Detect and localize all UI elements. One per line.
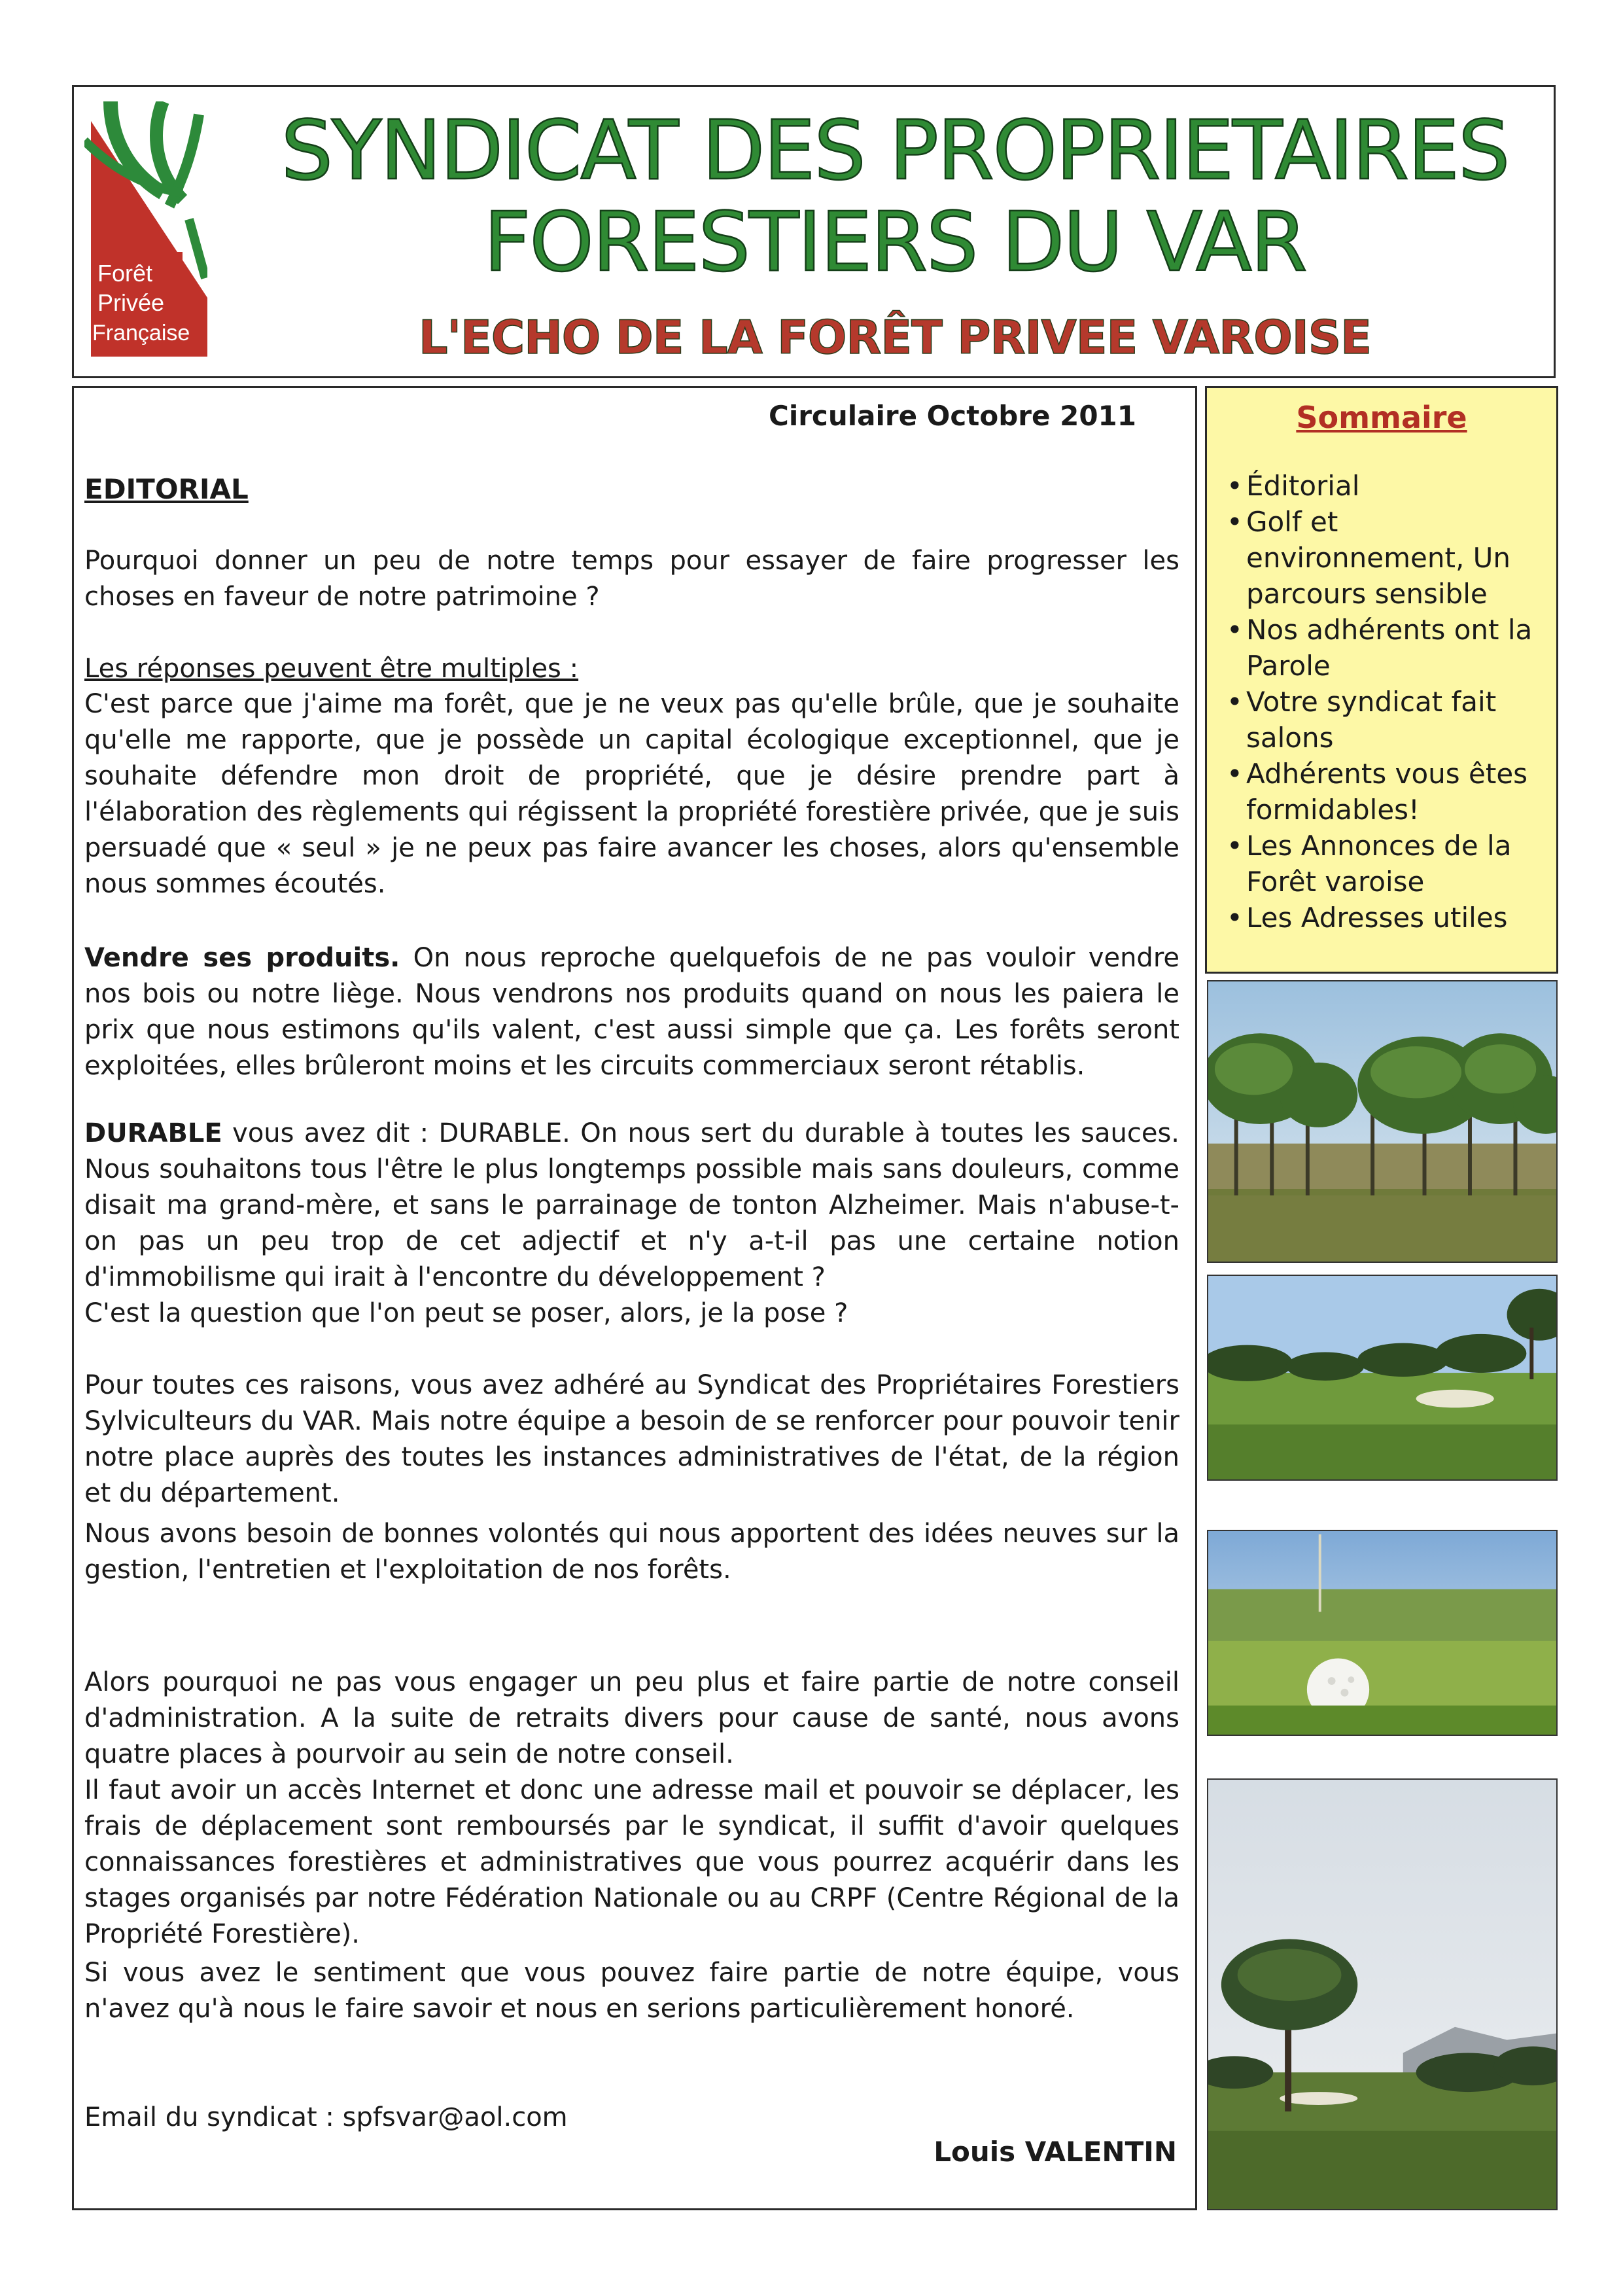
summary-box — [1205, 386, 1558, 974]
golf-course-photo — [1207, 1275, 1558, 1481]
summary-item[interactable]: • Éditorial — [1227, 468, 1554, 504]
golf-ball-photo — [1207, 1530, 1558, 1736]
reponses-subheading: Les réponses peuvent être multiples : — [84, 654, 579, 684]
pine-forest-photo — [1207, 980, 1558, 1263]
syndicate-email[interactable]: Email du syndicat : spfsvar@aol.com — [84, 2102, 568, 2132]
signature: Louis VALENTIN — [934, 2136, 1177, 2168]
editorial-heading: EDITORIAL — [84, 473, 249, 505]
paragraph-equipe: Si vous avez le sentiment que vous pouvez faire partie de notre équipe, vous n'avez qu'à nous le faire savoir et nous en serions particulièrement honoré. — [84, 1958, 1179, 2024]
paragraph-vendre — [84, 940, 1179, 1084]
paragraph-durable — [84, 1116, 1179, 1332]
summary-item[interactable]: • Les Annonces de la Forêt varoise — [1227, 828, 1554, 900]
summary-list — [1227, 468, 1554, 936]
masthead-title-line2: FORESTIERS DU VAR — [483, 195, 1306, 290]
vendre-text: On nous reproche quelquefois de ne pas vouloir vendre nos bois ou notre liège. Nous vendrons nos produits quand on nous les paiera le prix que nous estimons qu'ils valent, c'est aussi simple que ça. Les forêts seront exploitées, elles brûleront moins et les circuits commerciaux seront rétablis. — [84, 943, 1179, 1081]
foret-privee-francaise-logo — [84, 101, 207, 363]
editorial-column — [72, 386, 1197, 2210]
summary-item[interactable]: • Adhérents vous êtes formidables! — [1227, 756, 1554, 828]
summary-title: Sommaire — [1296, 400, 1467, 435]
conseil-text: Alors pourquoi ne pas vous engager un peu plus et faire partie de notre conseil d'administration. A la suite de retraits divers pour cause de santé, nous avons quatre places à pourvoir au sein de notre conseil. — [84, 1667, 1179, 1769]
paragraph-intro: Pourquoi donner un peu de notre temps pour essayer de faire progresser les choses en faveur de notre patrimoine ? — [84, 546, 1179, 612]
masthead-subtitle: L'ECHO DE LA FORÊT PRIVEE VAROISE — [418, 311, 1371, 364]
summary-item[interactable]: • Nos adhérents ont la Parole — [1227, 612, 1554, 684]
durable-text: vous avez dit : DURABLE. On nous sert du durable à toutes les sauces. Nous souhaitons tous l'être le plus longtemps possible mais sans douleurs, comme disait ma grand-mère, et sans le parrainage de tonton Alzheimer. Mais n'abuse-t-on pas un peu trop de cet adjectif et n'y a-t-il pas une certaine notion d'immobilisme qui irait à l'encontre du développement ? — [84, 1118, 1179, 1292]
summary-item[interactable]: • Votre syndicat fait salons — [1227, 684, 1554, 756]
paragraph-conseil — [84, 1665, 1179, 1952]
vendre-lead: Vendre ses produits. — [84, 943, 400, 973]
logo-text-line3: Française — [92, 321, 190, 345]
masthead — [72, 85, 1556, 378]
umbrella-pine-photo — [1207, 1778, 1558, 2210]
paragraph-adhesion: Pour toutes ces raisons, vous avez adhéré au Syndicat des Propriétaires Forestiers Sylviculteurs du VAR. Mais notre équipe a besoin de se renforcer pour pouvoir tenir notre place auprès des toutes les instances administratives de l'état, de la région et du département. — [84, 1370, 1179, 1508]
durable-question: C'est la question que l'on peut se poser, alors, je la pose ? — [84, 1298, 848, 1328]
logo-text-line2: Privée — [97, 289, 165, 316]
paragraph-reasons: C'est parce que j'aime ma forêt, que je ne veux pas qu'elle brûle, que je souhaite qu'elle me rapporte, que je possède un capital écologique exceptionnel, que je souhaite défendre mon droit de propriété, que je désire prendre part à l'élaboration des règlements qui régissent la propriété forestière privée, que je suis persuadé que « seul » je ne peux pas faire avancer les choses, alors qu'ensemble nous sommes écoutés. — [84, 689, 1179, 899]
paragraph-volontes: Nous avons besoin de bonnes volontés qui nous apportent des idées neuves sur la gestion, l'entretien et l'exploitation de nos forêts. — [84, 1519, 1179, 1585]
masthead-title-line1: SYNDICAT DES PROPRIETAIRES — [281, 103, 1509, 198]
conseil-requirements: Il faut avoir un accès Internet et donc une adresse mail et pouvoir se déplacer, les frais de déplacement sont remboursés par le syndicat, il suffit d'avoir quelques connaissances forestières et administratives que vous pourrez acquérir dans les stages organisés par notre Fédération Nationale ou au CRPF (Centre Régional de la Propriété Forestière). — [84, 1775, 1179, 1949]
summary-item[interactable]: • Golf et environnement, Un parcours sensible — [1227, 504, 1554, 612]
summary-item[interactable]: • Les Adresses utiles — [1227, 900, 1554, 936]
durable-lead: DURABLE — [84, 1118, 222, 1148]
logo-text-line1: Forêt — [97, 260, 153, 287]
issue-date: Circulaire Octobre 2011 — [769, 400, 1136, 432]
